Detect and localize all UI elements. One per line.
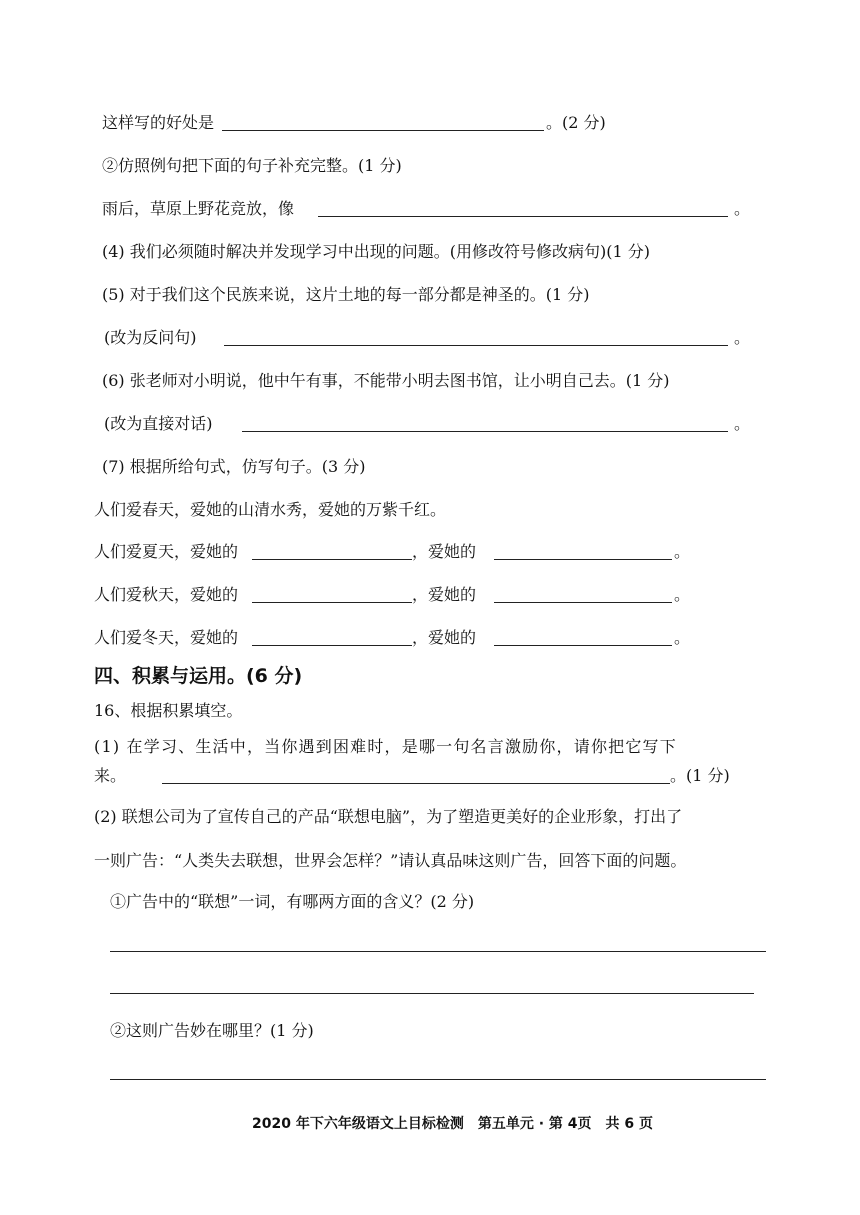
q5-answer-period: 。 (734, 328, 751, 347)
q5-answer-blank[interactable] (224, 345, 728, 346)
q7-autumn-blank-2[interactable] (494, 602, 672, 603)
q16-1-line1: (1) 在学习、生活中，当你遇到困难时，是哪一句名言激励你，请你把它写下 (94, 737, 677, 756)
section-4-heading: 四、积累与运用。(6 分) (94, 665, 303, 687)
q7-example: 人们爱春天，爱她的山清水秀，爱她的万紫千红。 (94, 500, 447, 519)
q7-winter-period: 。 (674, 628, 691, 647)
q6-answer-blank[interactable] (242, 431, 728, 432)
q7-summer-prompt: 人们爱夏天，爱她的 (94, 542, 239, 561)
q7-autumn-period: 。 (674, 585, 691, 604)
q-imitate-prompt: 雨后，草原上野花竞放，像 (102, 199, 295, 218)
q16-text: 16、根据积累填空。 (94, 701, 243, 720)
q7-autumn-prompt: 人们爱秋天，爱她的 (94, 585, 239, 604)
q16-2-a-answer-blank-2[interactable] (110, 993, 754, 994)
q7-winter-middle: ，爱她的 (412, 628, 477, 647)
q16-2-line2: 一则广告：“人类失去联想，世界会怎样？”请认真品味这则广告，回答下面的问题。 (94, 851, 687, 870)
q5-answer-label: (改为反问句) (104, 328, 197, 347)
q4-text: (4) 我们必须随时解决并发现学习中出现的问题。(用修改符号修改病句)(1 分) (102, 242, 650, 261)
q7-winter-prompt: 人们爱冬天，爱她的 (94, 628, 239, 647)
q7-autumn-blank-1[interactable] (252, 602, 412, 603)
q-imitate-instruction: ②仿照例句把下面的句子补充完整。(1 分) (102, 156, 402, 175)
q-benefit-prompt: 这样写的好处是 (102, 113, 215, 132)
q-benefit-answer-blank[interactable] (222, 130, 544, 131)
page-footer: 2020 年下六年级语文上目标检测 第五单元 · 第 4页 共 6 页 (252, 1116, 654, 1132)
q16-1-score: 。(1 分) (670, 766, 730, 785)
q7-winter-blank-1[interactable] (252, 645, 412, 646)
q16-2-a-answer-blank-1[interactable] (110, 951, 766, 952)
q-benefit-score: 。(2 分) (546, 113, 606, 132)
q16-2-b-answer-blank[interactable] (110, 1079, 766, 1080)
q7-summer-blank-1[interactable] (252, 559, 412, 560)
q-imitate-period: 。 (734, 199, 751, 218)
q7-summer-period: 。 (674, 542, 691, 561)
q16-1-answer-blank[interactable] (162, 783, 670, 784)
q16-1-line2-prefix: 来。 (94, 766, 127, 785)
q7-winter-blank-2[interactable] (494, 645, 672, 646)
q6-text: (6) 张老师对小明说，他中午有事，不能带小明去图书馆，让小明自己去。(1 分) (102, 371, 670, 390)
q7-autumn-middle: ，爱她的 (412, 585, 477, 604)
q16-2-line1: (2) 联想公司为了宣传自己的产品“联想电脑”，为了塑造更美好的企业形象，打出了 (94, 807, 683, 826)
q7-summer-blank-2[interactable] (494, 559, 672, 560)
q7-text: (7) 根据所给句式，仿写句子。(3 分) (102, 457, 366, 476)
q6-answer-period: 。 (734, 414, 751, 433)
q5-text: (5) 对于我们这个民族来说，这片土地的每一部分都是神圣的。(1 分) (102, 285, 590, 304)
q16-2-b-text: ②这则广告妙在哪里？(1 分) (110, 1021, 314, 1040)
q16-2-a-text: ①广告中的“联想”一词，有哪两方面的含义？(2 分) (110, 892, 475, 911)
q-imitate-answer-blank[interactable] (318, 216, 728, 217)
q7-summer-middle: ，爱她的 (412, 542, 477, 561)
q6-answer-label: (改为直接对话) (104, 414, 213, 433)
